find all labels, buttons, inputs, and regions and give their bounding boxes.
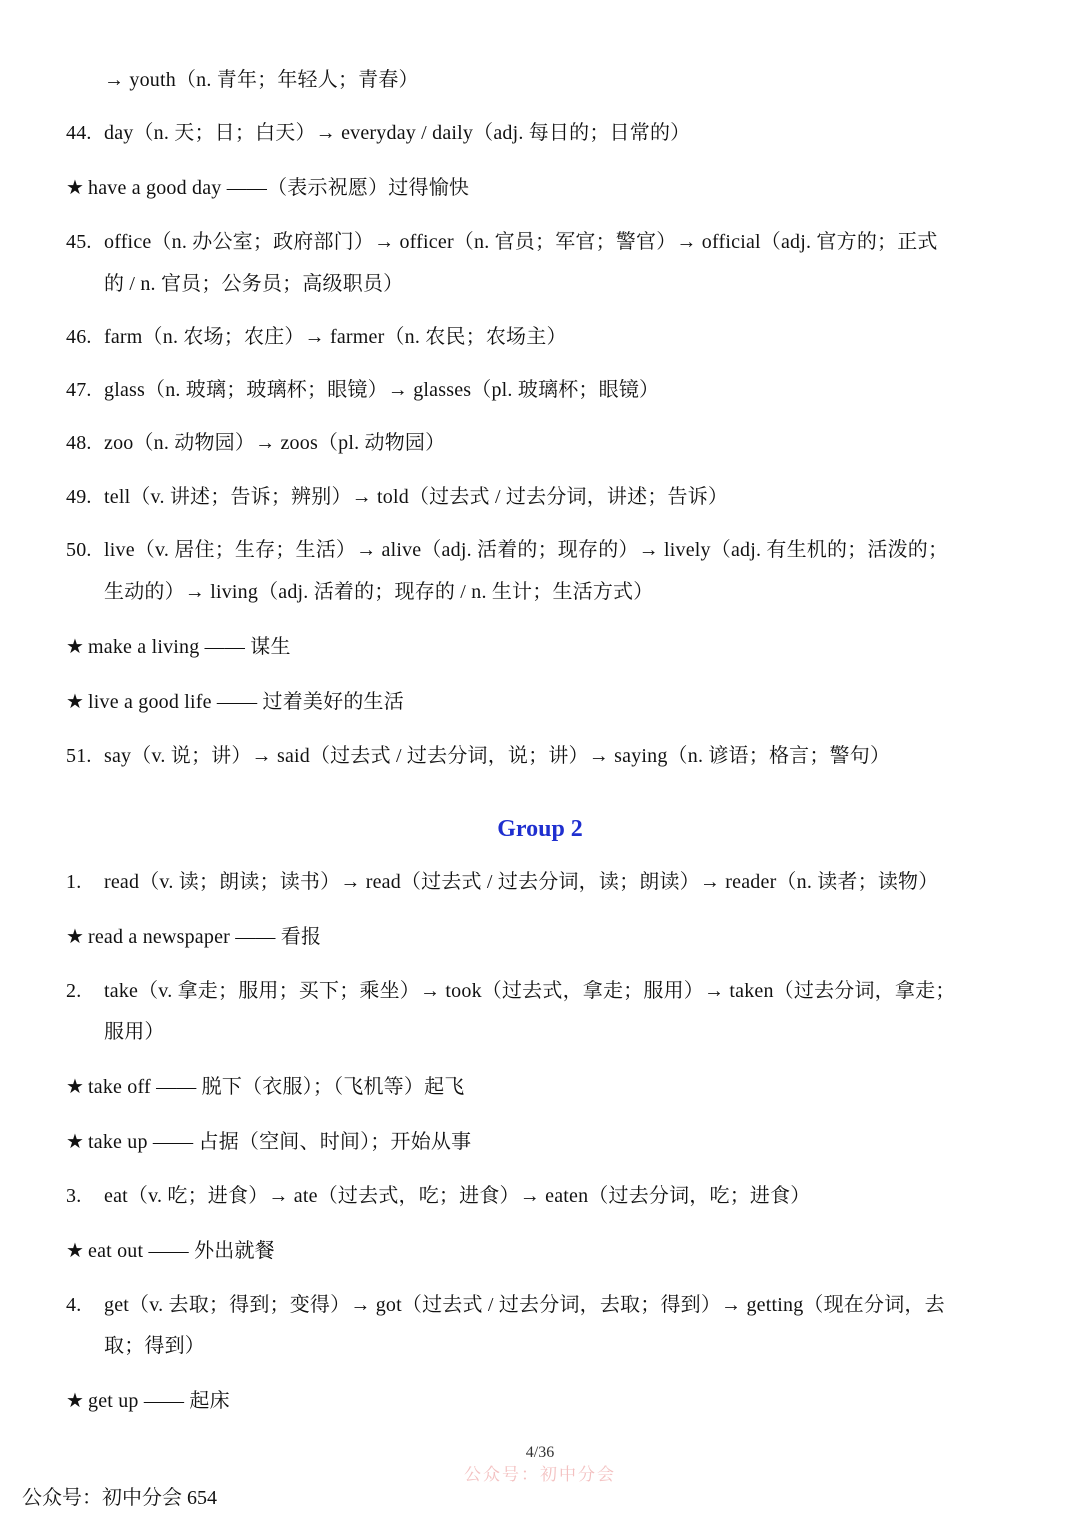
entry-line: [66, 1293, 1040, 1317]
entry-line: [66, 230, 1040, 254]
star-icon: ★: [66, 926, 85, 948]
entry-line: [66, 485, 1040, 509]
star-icon: ★: [66, 1076, 85, 1098]
entry-text: take off —— 脱下（衣服）；（飞机等）起飞: [88, 1076, 465, 1098]
watermark: 公众号：初中分会: [464, 1465, 616, 1484]
entry-number: 46.: [66, 326, 92, 348]
phrase-line: [66, 925, 1040, 949]
entry-text: zoo（n. 动物园）→ zoos（pl. 动物园）: [104, 432, 446, 454]
entry-number: 51.: [66, 745, 92, 767]
entry-text: 服用）: [104, 1021, 165, 1043]
entry-text: take up —— 占据（空间、时间）；开始从事: [88, 1131, 472, 1153]
entry-line: [66, 431, 1040, 455]
entry-number: 3.: [66, 1185, 82, 1207]
entry-number: 4.: [66, 1294, 82, 1316]
phrase-line: [66, 1389, 1040, 1413]
entry-text: live a good life —— 过着美好的生活: [88, 691, 404, 713]
entry-text: take（v. 拿走；服用；买下；乘坐）→ took（过去式，拿走；服用）→ taken（过去分词，拿走；: [104, 980, 956, 1002]
entry-text: → youth（n. 青年；年轻人；青春）: [104, 69, 419, 91]
entry-text: get（v. 去取；得到；变得）→ got（过去式 / 过去分词，去取；得到）→ getting（现在分词，去: [104, 1294, 945, 1316]
entry-text: 的 / n. 官员；公务员；高级职员）: [104, 273, 404, 295]
phrase-line: [66, 176, 1040, 200]
star-icon: ★: [66, 1240, 85, 1262]
phrase-line: [66, 1075, 1040, 1099]
entry-line: [66, 870, 1040, 894]
continuation-line: [104, 580, 1040, 604]
continuation-line: [104, 272, 1040, 296]
entry-number: 2.: [66, 980, 82, 1002]
entry-line: [66, 1184, 1040, 1208]
entry-number: 45.: [66, 231, 92, 253]
continuation-line: [104, 68, 1040, 92]
entry-text: eat out —— 外出就餐: [88, 1240, 275, 1262]
entry-line: [66, 538, 1040, 562]
entry-number: 49.: [66, 486, 92, 508]
page-number: 4/36: [525, 1444, 555, 1461]
continuation-line: [104, 1020, 1040, 1044]
entry-text: get up —— 起床: [88, 1390, 230, 1412]
entry-text: farm（n. 农场；农庄）→ farmer（n. 农民；农场主）: [104, 326, 567, 348]
entry-text: 取；得到）: [104, 1335, 205, 1357]
entry-text: 生动的）→ living（adj. 活着的；现存的 / n. 生计；生活方式）: [104, 581, 654, 603]
entry-line: [66, 979, 1040, 1003]
entry-line: [66, 121, 1040, 145]
entry-text: say（v. 说；讲）→ said（过去式 / 过去分词，说；讲）→ saying（n. 谚语；格言；警句）: [104, 745, 891, 767]
entry-text: day（n. 天；日；白天）→ everyday / daily（adj. 每日的；日常的）: [104, 122, 691, 144]
star-icon: ★: [66, 636, 85, 658]
star-icon: ★: [66, 691, 85, 713]
star-icon: ★: [66, 177, 85, 199]
phrase-line: [66, 1239, 1040, 1263]
star-icon: ★: [66, 1390, 85, 1412]
footer-caption: 公众号：初中分会 654: [22, 1487, 217, 1509]
entry-line: [66, 378, 1040, 402]
entry-text: read（v. 读；朗读；读书）→ read（过去式 / 过去分词，读；朗读）→ reader（n. 读者；读物）: [104, 871, 939, 893]
phrase-line: [66, 1130, 1040, 1154]
phrase-line: [66, 635, 1040, 659]
star-icon: ★: [66, 1131, 85, 1153]
entry-text: tell（v. 讲述；告诉；辨别）→ told（过去式 / 过去分词，讲述；告诉）: [104, 486, 729, 508]
entry-number: 1.: [66, 871, 82, 893]
entry-text: have a good day ——（表示祝愿）过得愉快: [88, 177, 470, 199]
entry-text: eat（v. 吃；进食）→ ate（过去式，吃；进食）→ eaten（过去分词，吃；进食）: [104, 1185, 811, 1207]
entry-line: [66, 744, 1040, 768]
entry-text: read a newspaper —— 看报: [88, 926, 322, 948]
continuation-line: [104, 1334, 1040, 1358]
entry-text: make a living —— 谋生: [88, 636, 291, 658]
entry-number: 47.: [66, 379, 92, 401]
entry-line: [66, 325, 1040, 349]
entry-number: 50.: [66, 539, 92, 561]
phrase-line: [66, 690, 1040, 714]
section-heading: Group 2: [497, 816, 583, 842]
entry-text: glass（n. 玻璃；玻璃杯；眼镜）→ glasses（pl. 玻璃杯；眼镜）: [104, 379, 660, 401]
entry-text: live（v. 居住；生存；生活）→ alive（adj. 活着的；现存的）→ lively（adj. 有生机的；活泼的；: [104, 539, 949, 561]
entry-text: office（n. 办公室；政府部门）→ officer（n. 官员；军官；警官）→ official（adj. 官方的；正式: [104, 231, 938, 253]
entry-number: 48.: [66, 432, 92, 454]
entry-number: 44.: [66, 122, 92, 144]
